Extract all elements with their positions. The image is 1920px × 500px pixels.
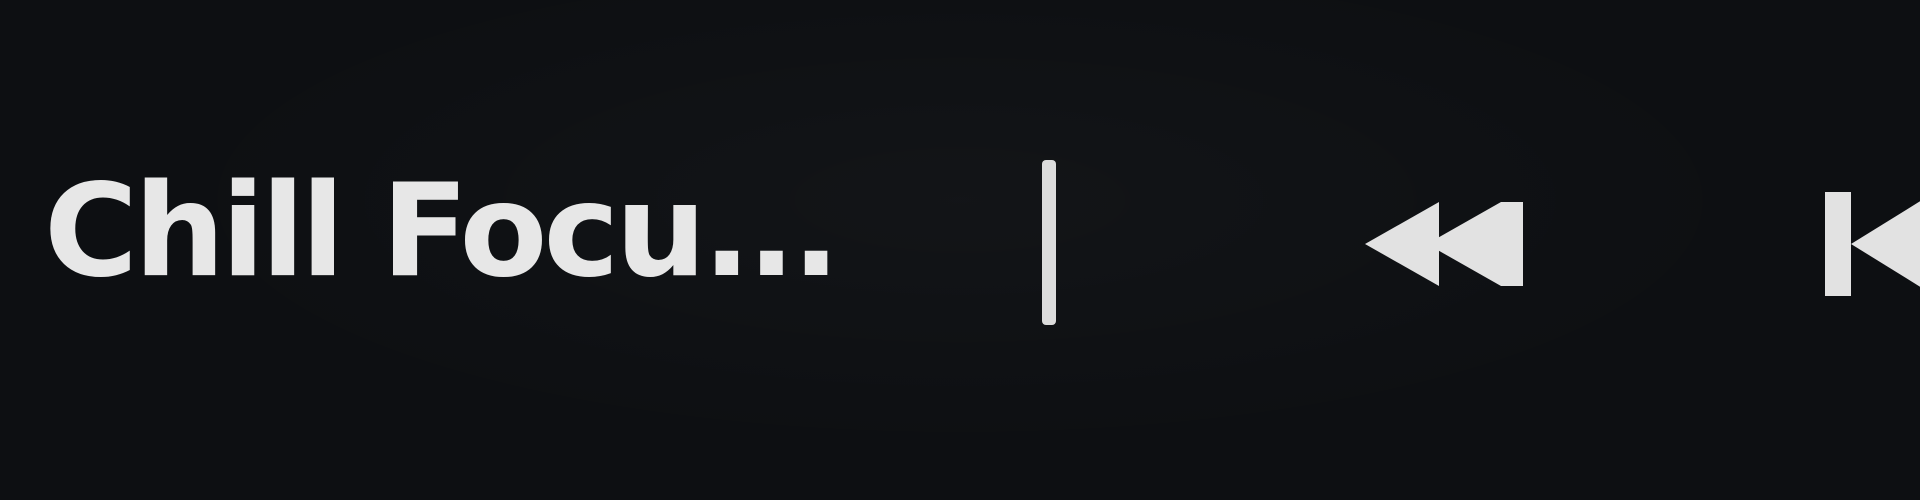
skip-previous-button[interactable]: [1825, 192, 1920, 296]
rewind-button[interactable]: [1365, 198, 1525, 290]
rewind-icon: [1365, 198, 1525, 290]
track-title[interactable]: Chill Focu...: [44, 157, 837, 306]
divider: [1042, 160, 1056, 325]
skip-previous-icon: [1825, 192, 1920, 296]
